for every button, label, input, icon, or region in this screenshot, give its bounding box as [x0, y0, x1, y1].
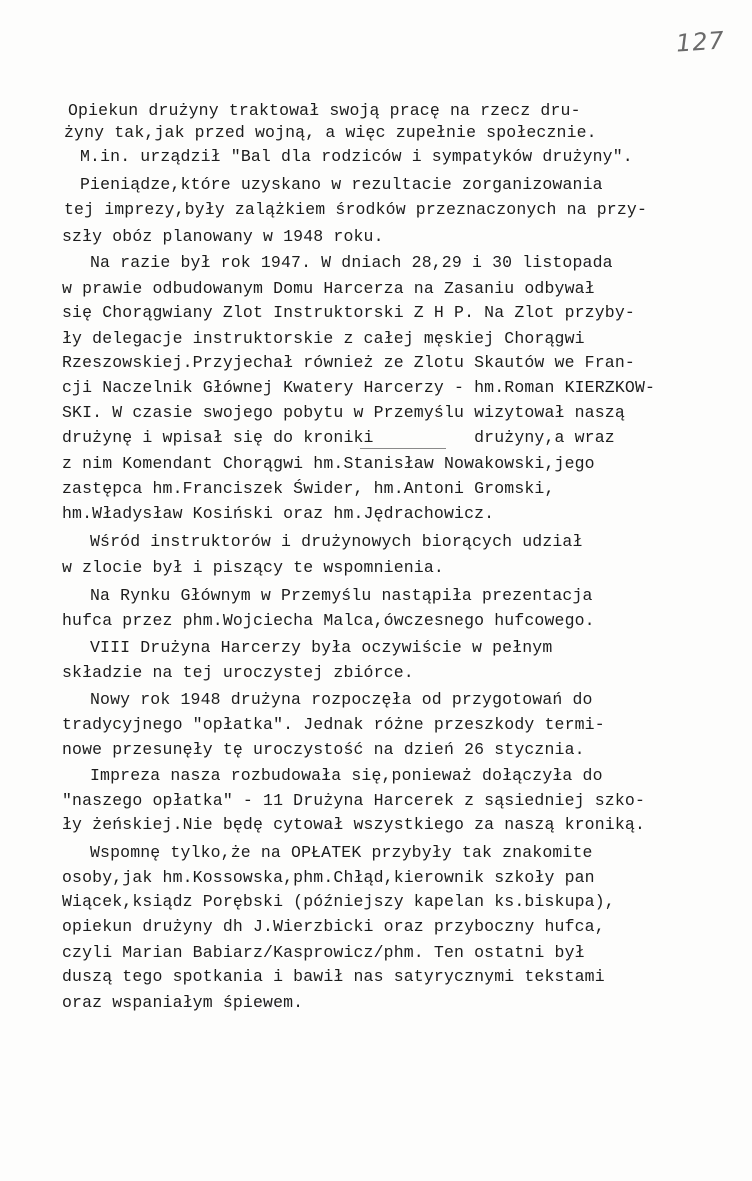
text-line: zastępca hm.Franciszek Świder, hm.Antoni Gromski,	[62, 479, 555, 498]
text-line: Na razie był rok 1947. W dniach 28,29 i 30 listopada	[90, 253, 613, 272]
page-number: 127	[675, 26, 726, 58]
text-line: żyny tak,jak przed wojną, a więc zupełnie społecznie.	[64, 123, 597, 142]
text-line: tej imprezy,były zalążkiem środków przeznaczonych na przy-	[64, 200, 647, 219]
text-line: ły delegacje instruktorskie z całej męskiej Chorągwi	[62, 329, 585, 348]
text-line: SKI. W czasie swojego pobytu w Przemyślu wizytował naszą	[62, 403, 625, 422]
text-line: "naszego opłatka" - 11 Drużyna Harcerek z sąsiedniej szko-	[62, 791, 645, 810]
text-line: hm.Władysław Kosiński oraz hm.Jędrachowicz.	[62, 504, 495, 523]
text-line: Wśród instruktorów i drużynowych biorących udział	[90, 532, 583, 551]
text-line: Impreza nasza rozbudowała się,ponieważ dołączyła do	[90, 766, 603, 785]
text-line: cji Naczelnik Głównej Kwatery Harcerzy - hm.Roman KIERZKOW-	[62, 378, 656, 397]
text-line: VIII Drużyna Harcerzy była oczywiście w pełnym	[90, 638, 553, 657]
text-line: oraz wspaniałym śpiewem.	[62, 993, 304, 1012]
text-line: osoby,jak hm.Kossowska,phm.Chłąd,kierownik szkoły pan	[62, 868, 595, 887]
text-line: składzie na tej uroczystej zbiórce.	[62, 663, 414, 682]
text-line: Rzeszowskiej.Przyjechał również ze Zlotu Skautów we Fran-	[62, 353, 635, 372]
text-line: w prawie odbudowanym Domu Harcerza na Zasaniu odbywał	[62, 279, 595, 298]
text-line: szły obóz planowany w 1948 roku.	[62, 227, 384, 246]
redacted-blank	[360, 432, 446, 449]
text-line: Nowy rok 1948 drużyna rozpoczęła od przygotowań do	[90, 690, 593, 709]
text-line: nowe przesunęły tę uroczystość na dzień 26 stycznia.	[62, 740, 585, 759]
text-line: tradycyjnego "opłatka". Jednak różne przeszkody termi-	[62, 715, 605, 734]
text-line: w zlocie był i piszący te wspomnienia.	[62, 558, 444, 577]
text-line: się Chorągwiany Zlot Instruktorski Z H P. Na Zlot przyby-	[62, 303, 635, 322]
text-line: ły żeńskiej.Nie będę cytował wszystkiego za naszą kroniką.	[62, 815, 645, 834]
text-line: duszą tego spotkania i bawił nas satyrycznymi tekstami	[62, 967, 605, 986]
text-line: czyli Marian Babiarz/Kasprowicz/phm. Ten ostatni był	[62, 943, 585, 962]
text-line: z nim Komendant Chorągwi hm.Stanisław Nowakowski,jego	[62, 454, 595, 473]
text-line: Opiekun drużyny traktował swoją pracę na rzecz dru-	[68, 101, 581, 120]
text-line: Pieniądze,które uzyskano w rezultacie zorganizowania	[80, 175, 603, 194]
text-line: drużynę i wpisał się do kroniki drużyny,a wraz	[62, 428, 615, 447]
text-line: hufca przez phm.Wojciecha Malca,ówczesnego hufcowego.	[62, 611, 595, 630]
text-line: Wiącek,ksiądz Porębski (późniejszy kapelan ks.biskupa),	[62, 892, 615, 911]
text-line: M.in. urządził "Bal dla rodziców i sympatyków drużyny".	[80, 147, 633, 166]
text-line: opiekun drużyny dh J.Wierzbicki oraz przyboczny hufca,	[62, 917, 605, 936]
text-line: Wspomnę tylko,że na OPŁATEK przybyły tak znakomite	[90, 843, 593, 862]
text-line: Na Rynku Głównym w Przemyślu nastąpiła prezentacja	[90, 586, 593, 605]
